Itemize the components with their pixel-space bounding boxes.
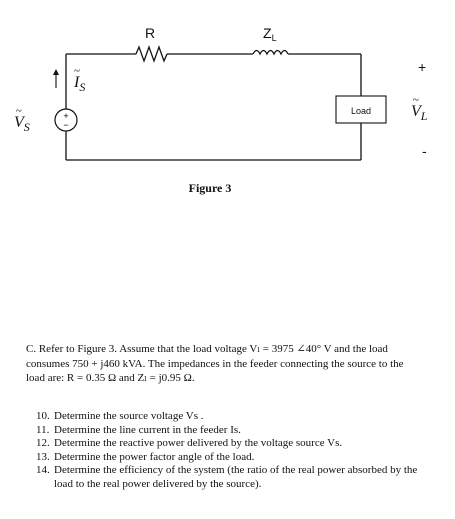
question-item [36, 424, 426, 438]
source-voltage-label [14, 115, 30, 133]
inductor-symbol [253, 51, 288, 55]
load-label: Load [350, 106, 372, 116]
question-number: 12. [36, 437, 50, 450]
question-text: Determine the source voltage Vs . [54, 410, 204, 422]
question-item [36, 437, 426, 451]
source-current-subscript: S [79, 80, 86, 94]
question-number: 10. [36, 410, 50, 422]
question-list [36, 410, 426, 492]
source-minus-icon: − [63, 120, 69, 130]
load-voltage-label [411, 104, 427, 122]
figure-caption: Figure 3 [188, 181, 232, 195]
source-current-label [74, 75, 85, 93]
resistor-label-text: R [145, 25, 156, 41]
question-item [36, 410, 426, 424]
question-item [36, 464, 426, 491]
line-impedance-subscript: L [271, 33, 277, 43]
problem-paragraph [26, 342, 421, 386]
load-voltage-symbol: ~ V [411, 104, 421, 120]
source-voltage-symbol: ~ V [14, 115, 24, 131]
question-number: 13. [36, 450, 50, 463]
question-text: Determine the efficiency of the system (the ratio of the real power absorbed by the load to the real power delivered by the source). [54, 464, 418, 490]
problem-statement [26, 342, 421, 386]
line-impedance-symbol: Z [263, 25, 272, 41]
load-minus-sign: - [422, 143, 427, 159]
source-plus-icon: + [63, 111, 69, 121]
load-voltage-subscript: L [420, 109, 428, 123]
source-current-symbol: ~ I [74, 75, 79, 91]
current-arrowhead-icon [53, 69, 59, 75]
resistor-label [145, 26, 155, 40]
source-voltage-subscript: S [23, 120, 30, 134]
resistor-symbol [136, 47, 167, 61]
question-item [36, 451, 426, 465]
question-number: 11. [36, 423, 50, 436]
question-text: Determine the power factor angle of the load. [54, 450, 255, 463]
line-impedance-label [263, 26, 277, 43]
question-text: Determine the line current in the feeder Is. [54, 423, 241, 436]
question-text: Determine the reactive power delivered by the voltage source Vs. [54, 437, 343, 450]
question-number: 14. [36, 464, 50, 477]
problem-label: C. [26, 343, 37, 355]
problem-text: Refer to Figure 3. Assume that the load voltage Vₗ = 3975 ∠40° V and the load consumes 750 + j460 kVA. The impedances in the feeder connecting the source to the load are: R = 0.35 Ω and Zₗ = j0.95 Ω. [26, 343, 404, 384]
load-plus-sign: + [418, 59, 427, 75]
